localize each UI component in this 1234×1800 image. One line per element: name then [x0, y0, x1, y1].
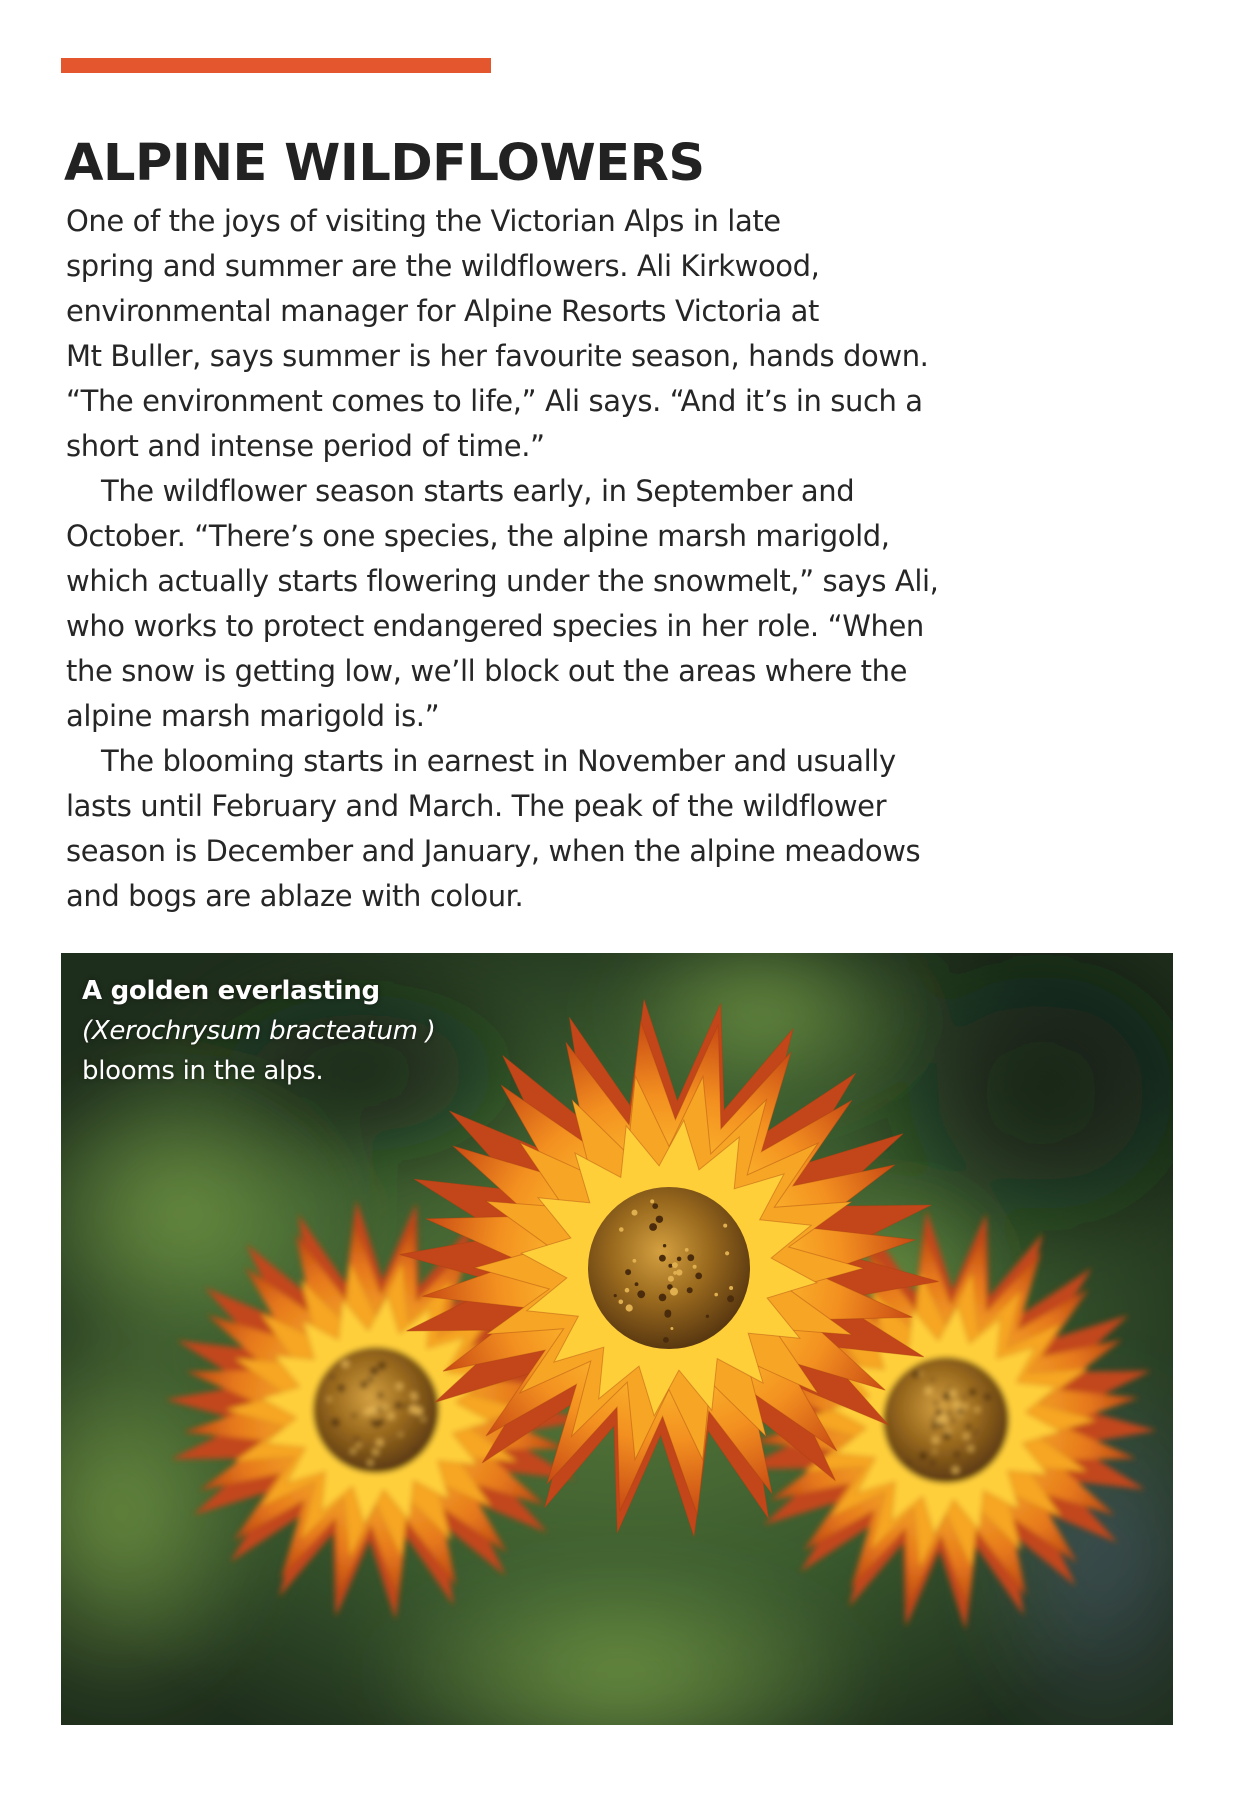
center-speckle	[919, 1372, 922, 1375]
center-speckle	[399, 1433, 402, 1436]
article-body	[66, 199, 1026, 919]
center-speckle	[969, 1389, 976, 1396]
center-speckle	[633, 1259, 637, 1263]
accent-bar	[61, 58, 491, 73]
center-speckle	[935, 1409, 941, 1415]
center-speckle	[338, 1385, 345, 1392]
center-speckle	[619, 1300, 624, 1305]
center-speckle	[351, 1449, 356, 1454]
center-speckle	[729, 1286, 733, 1290]
center-speckle	[663, 1244, 666, 1247]
center-speckle	[361, 1381, 368, 1388]
center-speckle	[664, 1311, 671, 1318]
center-speckle	[614, 1294, 617, 1297]
center-speckle	[637, 1290, 645, 1298]
center-speckle	[412, 1395, 417, 1400]
text-line: “The environment comes to life,” Ali says. “And it’s in such a	[66, 384, 923, 418]
center-speckle	[635, 1282, 639, 1286]
center-speckle	[953, 1401, 961, 1409]
text-line: environmental manager for Alpine Resorts Victoria at	[66, 294, 819, 328]
center-speckle	[378, 1393, 384, 1399]
center-speckle	[930, 1460, 935, 1465]
flower-center	[588, 1187, 750, 1349]
text-line: spring and summer are the wildflowers. Ali Kirkwood,	[66, 249, 820, 283]
center-speckle	[966, 1424, 971, 1429]
article-heading: ALPINE WILDFLOWERS	[64, 134, 705, 193]
center-speckle	[378, 1362, 386, 1370]
center-speckle	[723, 1224, 727, 1228]
center-speckle	[695, 1273, 702, 1280]
center-speckle	[368, 1460, 373, 1465]
center-speckle	[912, 1371, 919, 1378]
center-speckle	[396, 1383, 403, 1390]
center-speckle	[933, 1450, 936, 1453]
center-speckle	[649, 1223, 657, 1231]
center-speckle	[619, 1227, 624, 1232]
center-speckle	[687, 1254, 694, 1261]
center-speckle	[963, 1433, 969, 1439]
text-line: who works to protect endangered species in her role. “When	[66, 609, 924, 643]
center-speckle	[975, 1407, 980, 1412]
text-line: The wildflower season starts early, in September and	[101, 474, 855, 508]
text-line: which actually starts flowering under the snowmelt,” says Ali,	[66, 564, 939, 598]
caption-species: (Xerochrysum bracteatum )	[82, 1016, 436, 1046]
center-speckle	[949, 1390, 956, 1397]
center-speckle	[952, 1467, 958, 1473]
text-line: October. “There’s one species, the alpine marsh marigold,	[66, 519, 890, 553]
center-speckle	[947, 1411, 952, 1416]
center-speckle	[925, 1387, 933, 1395]
center-speckle	[355, 1437, 359, 1441]
center-speckle	[941, 1418, 947, 1424]
center-speckle	[962, 1396, 965, 1399]
photo-caption	[82, 971, 435, 1091]
center-speckle	[415, 1407, 423, 1415]
center-speckle	[632, 1210, 638, 1216]
paragraph-3	[66, 739, 1026, 919]
paragraph-1	[66, 199, 1026, 469]
center-speckle	[376, 1439, 383, 1446]
center-speckle	[368, 1377, 373, 1382]
center-speckle	[374, 1403, 377, 1406]
text-line: lasts until February and March. The peak of the wildflower	[66, 789, 887, 823]
center-speckle	[373, 1449, 379, 1455]
center-speckle	[676, 1269, 682, 1275]
caption-title: A golden everlasting	[82, 976, 380, 1006]
center-speckle	[932, 1424, 938, 1430]
center-speckle	[935, 1417, 942, 1424]
center-speckle	[650, 1199, 654, 1203]
center-speckle	[365, 1407, 373, 1415]
center-speckle	[668, 1276, 674, 1282]
center-speckle	[706, 1315, 709, 1318]
center-speckle	[693, 1265, 697, 1269]
center-speckle	[414, 1449, 417, 1452]
center-speckle	[968, 1446, 973, 1451]
center-speckle	[422, 1418, 426, 1422]
center-speckle	[670, 1288, 678, 1296]
center-speckle	[378, 1419, 384, 1425]
wildflower-photo	[61, 953, 1173, 1725]
text-line: short and intense period of time.”	[66, 429, 545, 463]
center-speckle	[659, 1255, 666, 1262]
center-speckle	[342, 1360, 349, 1367]
center-speckle	[332, 1418, 340, 1426]
center-speckle	[984, 1394, 991, 1401]
center-speckle	[405, 1404, 409, 1408]
text-line: alpine marsh marigold is.”	[66, 699, 440, 733]
center-speckle	[907, 1461, 910, 1464]
center-speckle	[388, 1413, 395, 1420]
center-speckle	[687, 1287, 693, 1293]
center-speckle	[327, 1397, 331, 1401]
center-speckle	[948, 1387, 951, 1390]
center-speckle	[668, 1264, 672, 1268]
center-speckle	[380, 1405, 385, 1410]
center-speckle	[670, 1327, 673, 1330]
center-speckle	[943, 1433, 950, 1440]
center-speckle	[714, 1293, 718, 1297]
text-line: and bogs are ablaze with colour.	[66, 879, 524, 913]
center-speckle	[677, 1257, 682, 1262]
center-speckle	[951, 1418, 955, 1422]
center-speckle	[672, 1262, 678, 1268]
center-speckle	[625, 1269, 631, 1275]
caption-text: blooms in the alps.	[82, 1056, 324, 1086]
center-speckle	[626, 1304, 633, 1311]
center-speckle	[920, 1452, 928, 1460]
center-speckle	[934, 1401, 938, 1405]
center-speckle	[974, 1431, 978, 1435]
center-speckle	[370, 1367, 378, 1375]
text-line: Mt Buller, says summer is her favourite season, hands down.	[66, 339, 929, 373]
center-speckle	[963, 1404, 968, 1409]
text-line: season is December and January, when the alpine meadows	[66, 834, 921, 868]
center-speckle	[652, 1203, 658, 1209]
center-speckle	[685, 1248, 689, 1252]
center-speckle	[954, 1451, 960, 1457]
center-speckle	[625, 1288, 630, 1293]
center-speckle	[385, 1405, 389, 1409]
center-speckle	[663, 1337, 669, 1343]
center-speckle	[331, 1375, 335, 1379]
center-speckle	[932, 1437, 939, 1444]
text-line: the snow is getting low, we’ll block out the areas where the	[66, 654, 908, 688]
text-line: One of the joys of visiting the Victorian Alps in late	[66, 204, 781, 238]
center-speckle	[370, 1420, 375, 1425]
center-speckle	[352, 1413, 356, 1417]
center-speckle	[395, 1402, 402, 1409]
center-speckle	[957, 1409, 963, 1415]
center-speckle	[357, 1443, 361, 1447]
paragraph-2	[66, 469, 1026, 739]
text-line: The blooming starts in earnest in November and usually	[101, 744, 896, 778]
center-speckle	[725, 1251, 729, 1255]
center-speckle	[727, 1295, 734, 1302]
center-speckle	[659, 1294, 667, 1302]
center-speckle	[656, 1216, 663, 1223]
center-speckle	[931, 1378, 934, 1381]
center-speckle	[942, 1404, 945, 1407]
